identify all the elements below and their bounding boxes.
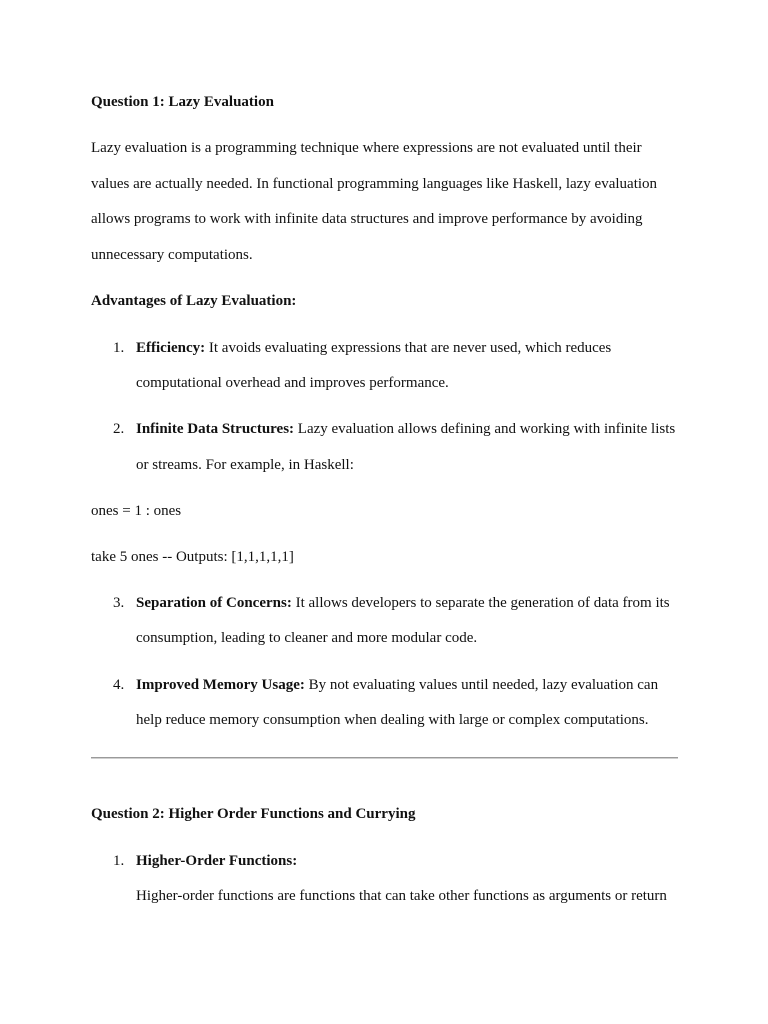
list-item-number: 1. [113, 340, 125, 356]
q1-title: Question 1: Lazy Evaluation [91, 94, 274, 110]
q1-paragraph-line: Lazy evaluation is a programming technique where expressions are not evaluated until their [91, 140, 642, 156]
q2-title: Question 2: Higher Order Functions and Currying [91, 806, 416, 822]
list-item-term: Improved Memory Usage: [136, 677, 305, 693]
list-item-number: 4. [113, 677, 125, 693]
list-item-text: By not evaluating values until needed, lazy evaluation can [304, 677, 659, 693]
list-item-text: It allows developers to separate the generation of data from its [291, 595, 670, 611]
list-item-number: 1. [113, 853, 125, 869]
list-item-text: computational overhead and improves performance. [136, 375, 449, 391]
list-item-term: Higher-Order Functions: [136, 853, 298, 869]
list-item-term: Separation of Concerns: [136, 595, 292, 611]
list-item-term: Infinite Data Structures: [136, 421, 295, 437]
list-item-line [136, 676, 658, 694]
list-item-text: or streams. For example, in Haskell: [136, 457, 354, 473]
list-item-number: 3. [113, 595, 125, 611]
list-item-text: Lazy evaluation allows defining and working with infinite lists [294, 421, 676, 437]
list-item-text: help reduce memory consumption when dealing with large or complex computations. [136, 712, 649, 728]
list-item-number: 2. [113, 421, 125, 437]
horizontal-divider [91, 757, 678, 759]
list-item-line [136, 339, 611, 357]
list-item-text: Higher-order functions are functions that can take other functions as arguments or return [136, 888, 667, 904]
q1-paragraph-line: unnecessary computations. [91, 247, 253, 263]
list-item-text: It avoids evaluating expressions that are never used, which reduces [205, 340, 612, 356]
advantages-heading: Advantages of Lazy Evaluation: [91, 293, 297, 309]
q1-paragraph-line: values are actually needed. In functional programming languages like Haskell, lazy evaluation [91, 176, 658, 192]
list-item-line [136, 594, 670, 612]
code-line: take 5 ones -- Outputs: [1,1,1,1,1] [91, 549, 294, 565]
list-item-text: consumption, leading to cleaner and more modular code. [136, 630, 478, 646]
code-line: ones = 1 : ones [91, 503, 182, 519]
list-item-line [136, 420, 675, 438]
q1-paragraph-line: allows programs to work with infinite data structures and improve performance by avoiding [91, 211, 643, 227]
list-item-term: Efficiency: [136, 340, 206, 356]
